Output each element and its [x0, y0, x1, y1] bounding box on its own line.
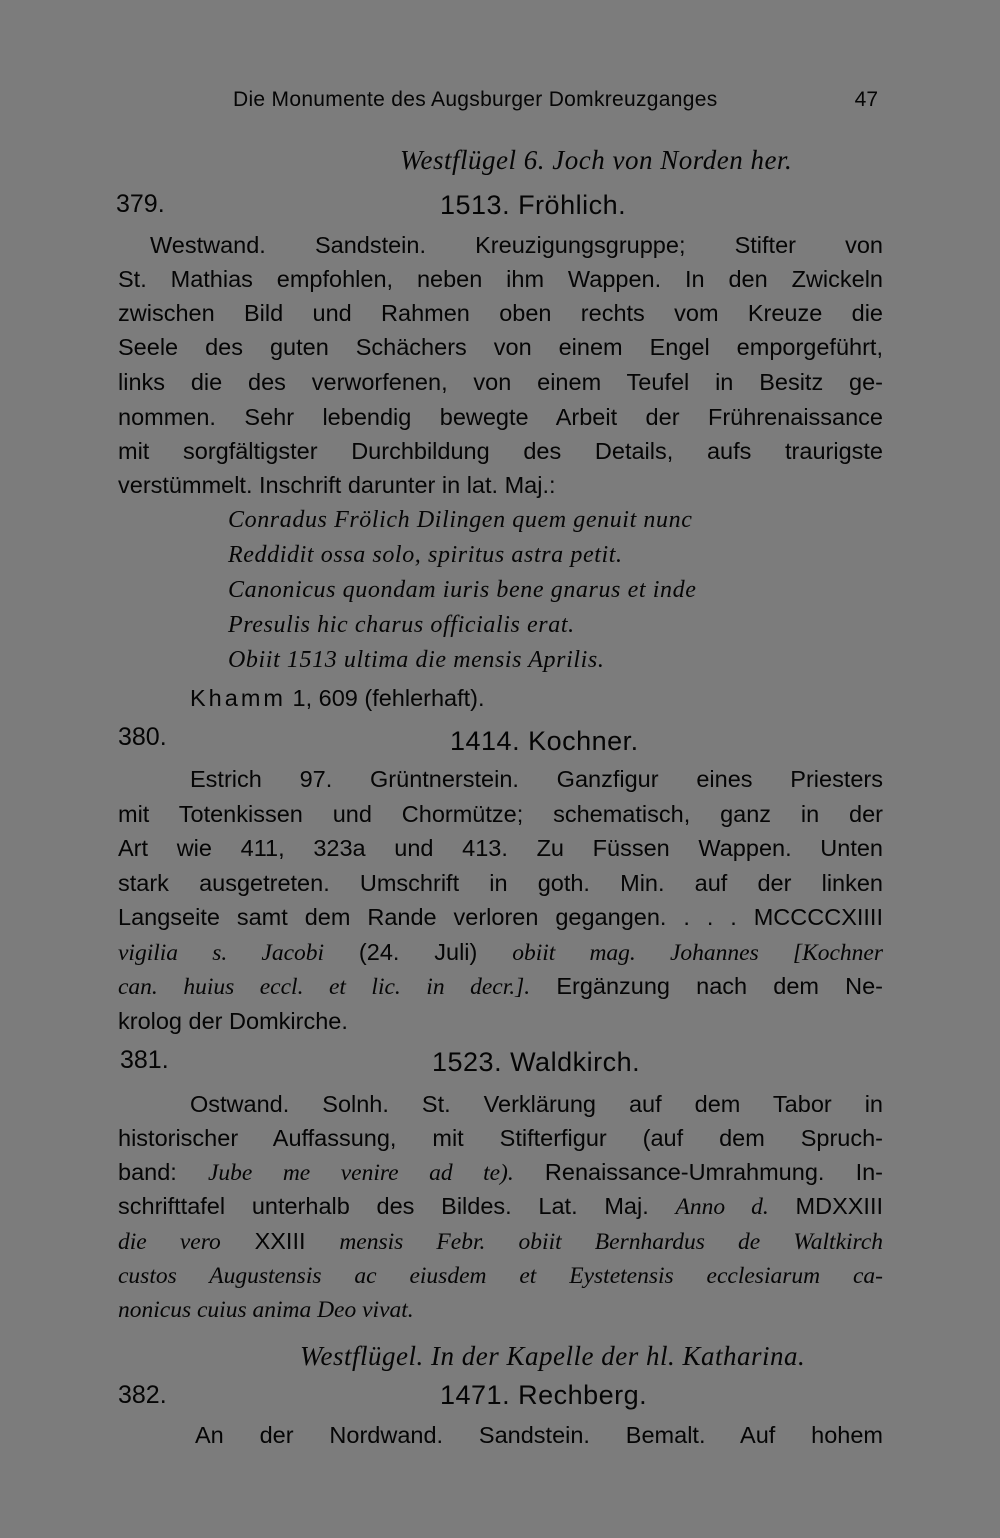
reference-author: Khamm: [190, 685, 286, 711]
text-italic: die vero: [118, 1229, 221, 1255]
text-line: verstümmelt. Inschrift darunter in lat. Maj.:: [118, 472, 556, 498]
text-line: Estrich 97. Grüntnerstein. Ganzfigur eines Priesters: [190, 766, 883, 792]
section-heading-2: Westflügel. In der Kapelle der hl. Katharina.: [300, 1341, 806, 1371]
text-line: [118, 969, 883, 1004]
text-line: [118, 1224, 883, 1259]
text-run: MDXXIII: [795, 1193, 884, 1219]
text-italic: Anno d.: [675, 1194, 769, 1220]
text-line: Westwand. Sandstein. Kreuzigungsgruppe; Stifter von: [150, 232, 883, 258]
text-line: krolog der Domkirche.: [118, 1008, 348, 1034]
inscription-verse: Obiit 1513 ultima die mensis Aprilis.: [228, 647, 605, 673]
entry-number-379: 379.: [116, 190, 165, 218]
inscription-verse: Reddidit ossa solo, spiritus astra petit.: [228, 542, 623, 568]
entry-number-382: 382.: [118, 1381, 167, 1409]
text-italic: vigilia s. Jacobi: [118, 940, 325, 966]
entry-title-379: 1513. Fröhlich.: [440, 190, 627, 220]
text-line: Langseite samt dem Rande verloren gegangen. . . . MCCCCXIIII: [118, 904, 883, 930]
text-line: [118, 935, 883, 970]
entry-title-380: 1414. Kochner.: [450, 726, 639, 756]
text-line: St. Mathias empfohlen, neben ihm Wappen. In den Zwickeln: [118, 266, 883, 292]
inscription-verse: Conradus Frölich Dilingen quem genuit nunc: [228, 507, 693, 533]
text-run: XXIII: [254, 1228, 306, 1254]
entry-number-380: 380.: [118, 723, 167, 751]
text-run: (24. Juli): [358, 939, 478, 965]
text-line: Ostwand. Solnh. St. Verklärung auf dem Tabor in: [190, 1091, 883, 1117]
text-italic: obiit mag. Johannes [Kochner: [512, 940, 883, 966]
running-title: Die Monumente des Augsburger Domkreuzganges: [233, 88, 718, 111]
entry-title-382: 1471. Rechberg.: [440, 1380, 648, 1410]
inscription-verse: Presulis hic charus officialis erat.: [228, 612, 575, 638]
text-italic: mensis Febr. obiit Bernhardus de Waltkirch: [339, 1229, 884, 1255]
text-italic: can. huius eccl. et lic. in decr.].: [118, 974, 531, 1000]
section-heading-1: Westflügel 6. Joch von Norden her.: [400, 145, 793, 175]
text-line: custos Augustensis ac eiusdem et Eystetensis ecclesiarum ca-: [118, 1263, 883, 1289]
text-run: Ergänzung nach dem Ne-: [556, 973, 884, 999]
page-header: [233, 88, 878, 118]
text-line: nonicus cuius anima Deo vivat.: [118, 1297, 414, 1323]
text-line: Art wie 411, 323a und 413. Zu Füssen Wappen. Unten: [118, 835, 883, 861]
text-line: Seele des guten Schächers von einem Engel emporgeführt,: [118, 334, 883, 360]
text-run: schrifttafel unterhalb des Bildes. Lat. Maj.: [118, 1193, 649, 1219]
text-line: An der Nordwand. Sandstein. Bemalt. Auf hohem: [195, 1422, 883, 1448]
text-run: Renaissance-Umrahmung. In-: [544, 1159, 883, 1185]
text-line: links die des verworfenen, von einem Teufel in Besitz ge-: [118, 369, 883, 395]
text-line: mit sorgfältigster Durchbildung des Details, aufs traurigste: [118, 438, 883, 464]
reference-line: [190, 681, 485, 715]
inscription-verse: Canonicus quondam iuris bene gnarus et inde: [228, 577, 697, 603]
text-run: band:: [118, 1159, 177, 1185]
text-line: mit Totenkissen und Chormütze; schematisch, ganz in der: [118, 801, 883, 827]
text-line: stark ausgetreten. Umschrift in goth. Min. auf der linken: [118, 870, 883, 896]
text-italic: Jube me venire ad te).: [207, 1160, 514, 1186]
text-line: [118, 1189, 883, 1224]
page-number: 47: [854, 88, 878, 111]
text-line: zwischen Bild und Rahmen oben rechts vom Kreuze die: [118, 300, 883, 326]
text-line: nommen. Sehr lebendig bewegte Arbeit der Frührenaissance: [118, 404, 883, 430]
text-line: historischer Auffassung, mit Stifterfigur (auf dem Spruch-: [118, 1125, 883, 1151]
reference-detail: 1, 609 (fehlerhaft).: [292, 685, 485, 711]
text-line: [118, 1155, 883, 1190]
entry-number-381: 381.: [120, 1046, 169, 1074]
entry-title-381: 1523. Waldkirch.: [432, 1047, 641, 1077]
